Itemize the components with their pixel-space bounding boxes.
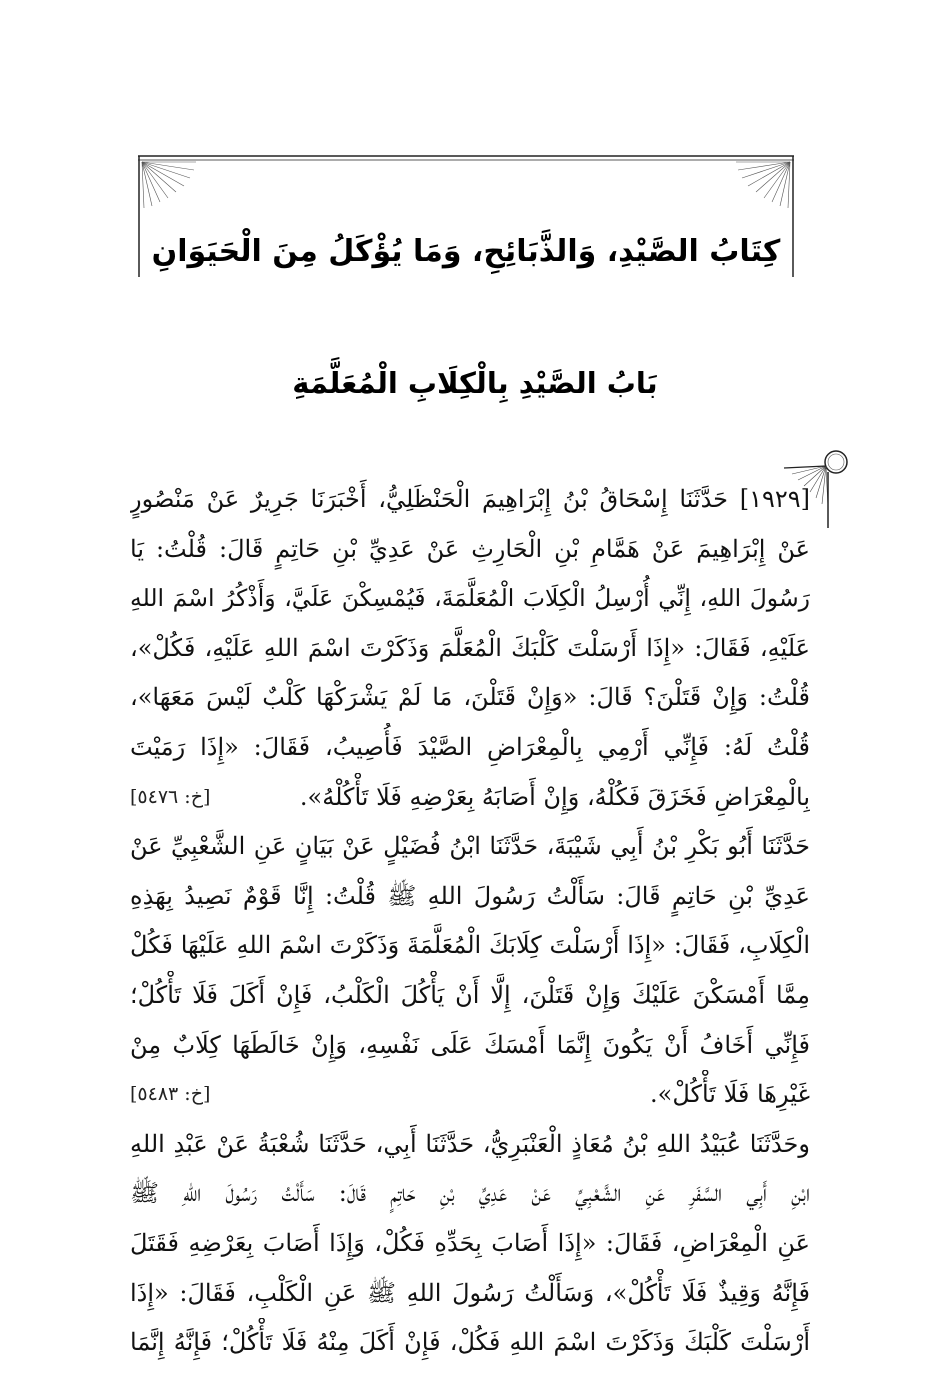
text-line-with-reference (130, 1070, 810, 1120)
text-line: عَدِيِّ بْنِ حَاتِمٍ قَالَ: سَأَلْتُ رَسُولَ اللهِ ﷺ قُلْتُ: إِنَّا قَوْمٌ نَصِيدُ بِهَذِهِ (130, 881, 810, 910)
text-line: أَرْسَلْتَ كَلْبَكَ وَذَكَرْتَ اسْمَ اللهِ فَكُلْ، فَإِنْ أَكَلَ مِنْهُ فَلَا تَأْكُلْ؛ فَإِنَّهُ إِنَّمَا (130, 1328, 810, 1357)
text-line: قُلْتُ: وَإِنْ قَتَلْنَ؟ قَالَ: «وَإِنْ قَتَلْنَ، مَا لَمْ يَشْرَكْهَا كَلْبٌ لَيْسَ مَعَهَا»، (130, 683, 810, 712)
text-line: الْكِلَابِ، فَقَالَ: «إِذَا أَرْسَلْتَ كِلَابَكَ الْمُعَلَّمَةَ وَذَكَرْتَ اسْمَ اللهِ عَلَيْهَا فَكُلْ (130, 931, 810, 960)
text-line: عَلَيْهِ، فَقَالَ: «إِذَا أَرْسَلْتَ كَلْبَكَ الْمُعَلَّمَ وَذَكَرْتَ اسْمَ اللهِ عَلَيْهِ، فَكُلْ»، (130, 633, 810, 662)
chapter-title: بَابُ الصَّيْدِ بِالْكِلَابِ الْمُعَلَّمَةِ (292, 366, 658, 400)
text-line-content: غَيْرِهَا فَلَا تَأْكُلْ». (650, 1080, 810, 1109)
bukhari-reference: [خ: ٥٤٨٣] (130, 1083, 211, 1106)
text-line: قُلْتُ لَهُ: فَإِنِّي أَرْمِي بِالْمِعْرَاضِ الصَّيْدَ فَأُصِيبُ، فَقَالَ: «إِذَا رَمَيْتَ (130, 732, 810, 761)
bukhari-reference: [خ: ٥٤٧٦] (130, 785, 211, 808)
text-line-content: بِالْمِعْرَاضِ فَخَزَقَ فَكُلْهُ، وَإِنْ أَصَابَهُ بِعَرْضِهِ فَلَا تَأْكُلْهُ». (299, 782, 810, 811)
text-line-with-reference (130, 773, 810, 823)
book-title: كِتَابُ الصَّيْدِ، وَالذَّبَائِحِ، وَمَا يُؤْكَلُ مِنَ الْحَيَوَانِ (151, 234, 781, 269)
text-line: وحَدَّثَنَا عُبَيْدُ اللهِ بْنُ مُعَاذٍ الْعَنْبَرِيُّ، حَدَّثَنَا أَبِي، حَدَّثَنَا شُعْبَةُ عَنْ عَبْدِ اللهِ (130, 1129, 810, 1158)
text-line: مِمَّا أَمْسَكْنَ عَلَيْكَ وَإِنْ قَتَلْنَ، إِلَّا أَنْ يَأْكُلَ الْكَلْبُ، فَإِنْ أَكَلَ فَلَا تَأْكُلْ؛ (130, 980, 810, 1009)
text-line: عَنْ إِبْرَاهِيمَ عَنْ هَمَّامِ بْنِ الْحَارِثِ عَنْ عَدِيِّ بْنِ حَاتِمٍ قَالَ: قُلْتُ: يَا (130, 534, 810, 563)
text-line: رَسُولَ اللهِ، إِنِّي أُرْسِلُ الْكِلَابَ الْمُعَلَّمَةَ، فَيُمْسِكْنَ عَلَيَّ، وَأَذْكُرُ اسْمَ اللهِ (130, 584, 810, 613)
text-line: فَإِنَّهُ وَقِيذٌ فَلَا تَأْكُلْ»، وَسَأَلْتُ رَسُولَ اللهِ ﷺ عَنِ الْكَلْبِ، فَقَالَ: «إِذَا (130, 1278, 810, 1307)
text-line: حَدَّثَنَا أَبُو بَكْرِ بْنُ أَبِي شَيْبَةَ، حَدَّثَنَا ابْنُ فُضَيْلٍ عَنْ بَيَانٍ عَنِ الشَّعْبِيِّ عَنْ (130, 832, 810, 861)
text-line: عَنِ الْمِعْرَاضِ، فَقَالَ: «إِذَا أَصَابَ بِحَدِّهِ فَكُلْ، وَإِذَا أَصَابَ بِعَرْضِهِ فَقَتَلَ (130, 1228, 810, 1257)
text-line: ابْنِ أَبِي السَّفَرِ عَنِ الشَّعْبِيِّ عَنْ عَدِيِّ بْنِ حَاتِمٍ قَالَ: سَأَلْتُ رَسُولَ اللهِ ﷺ (130, 1179, 810, 1208)
hadith-body (130, 475, 810, 1368)
text-line: [١٩٢٩] حَدَّثَنَا إِسْحَاقُ بْنُ إِبْرَاهِيمَ الْحَنْظَلِيُّ، أَخْبَرَنَا جَرِيرٌ عَنْ مَنْصُورٍ (130, 485, 810, 513)
text-line: فَإِنِّي أَخَافُ أَنْ يَكُونَ إِنَّمَا أَمْسَكَ عَلَى نَفْسِهِ، وَإِنْ خَالَطَهَا كِلَابٌ مِنْ (130, 1030, 810, 1059)
